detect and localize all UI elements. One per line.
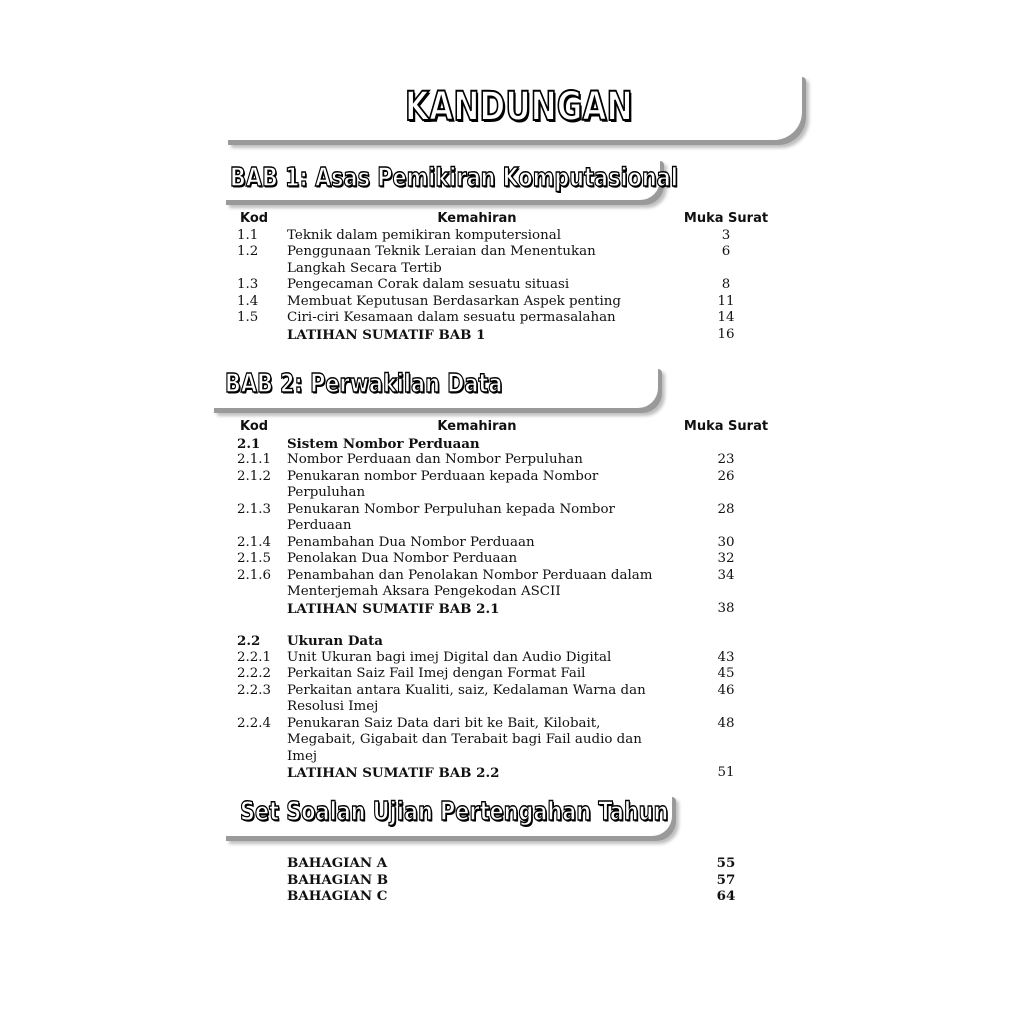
row-kod: 2.1 [237, 435, 261, 452]
row-kod: 2.2.3 [237, 682, 272, 698]
row-text: Pengecaman Corak dalam sesuatu situasi [287, 277, 570, 292]
row-text: Perduaan [287, 518, 352, 533]
row-text: Nombor Perduaan dan Nombor Perpuluhan [287, 452, 583, 467]
row-page [667, 749, 785, 766]
row-page: 57 [716, 871, 736, 888]
row-kod [237, 518, 287, 535]
table-row [237, 327, 797, 344]
row-text: Ukuran Data [287, 633, 383, 649]
table-row [237, 535, 797, 552]
table-row [237, 888, 797, 905]
row-page: 43 [717, 649, 735, 665]
table-row [237, 436, 797, 453]
row-kod [237, 732, 287, 749]
row-text: Megabait, Gigabait dan Terabait bagi Fail audio dan [287, 732, 642, 747]
col-muka-surat: Muka Surat [683, 211, 769, 226]
row-page [667, 518, 785, 535]
table-header [237, 211, 797, 228]
row-page: 32 [717, 551, 735, 566]
row-kod [237, 872, 287, 889]
row-page [667, 633, 785, 650]
row-text: Membuat Keputusan Berdasarkan Aspek penting [287, 293, 622, 309]
row-kod: 2.2.1 [237, 649, 272, 665]
row-text: Penggunaan Teknik Leraian dan Menentukan [287, 244, 596, 259]
row-kod: 1.2 [237, 244, 259, 259]
table-row [237, 601, 797, 618]
row-kod [237, 765, 287, 782]
table-row [237, 765, 797, 782]
col-kod: Kod [240, 419, 269, 434]
set-table [237, 855, 797, 905]
row-page: 16 [717, 326, 735, 342]
row-kod [237, 855, 287, 872]
bab2-heading: BAB 2: Perwakilan Data [225, 369, 503, 399]
table-row [237, 310, 797, 327]
table-row [237, 683, 797, 700]
row-text: LATIHAN SUMATIF BAB 2.1 [287, 600, 500, 617]
row-kod [237, 601, 287, 618]
row-kod [237, 749, 287, 766]
row-kod [237, 699, 287, 716]
row-kod: 2.1.4 [237, 534, 272, 550]
row-page: 23 [717, 452, 735, 467]
row-kod [237, 261, 287, 278]
row-page: 11 [717, 293, 735, 309]
table-row [237, 551, 797, 568]
row-kod [237, 485, 287, 502]
row-text: Sistem Nombor Perduaan [287, 435, 480, 452]
row-kod: 2.1.5 [237, 551, 272, 566]
row-page: 6 [721, 244, 731, 259]
row-kod [237, 888, 287, 905]
row-kod: 1.1 [237, 227, 259, 243]
table-row [237, 228, 797, 245]
row-kod: 2.2.2 [237, 666, 272, 681]
row-kod: 2.1.3 [237, 501, 272, 517]
row-text: Penukaran Nombor Perpuluhan kepada Nombor [287, 501, 615, 517]
row-page: 64 [716, 888, 736, 904]
row-page: 45 [717, 666, 735, 681]
table-row [237, 749, 797, 766]
table-row [237, 485, 797, 502]
table-row [237, 568, 797, 585]
row-kod [237, 584, 287, 601]
row-text: Langkah Secara Tertib [287, 260, 442, 276]
table-row [237, 261, 797, 278]
bab1-table [237, 211, 797, 343]
row-page [667, 485, 785, 502]
row-page: 55 [716, 855, 736, 871]
row-text: Ciri-ciri Kesamaan dalam sesuatu permasalahan [287, 310, 616, 325]
row-text: Perkaitan antara Kualiti, saiz, Kedalaman Warna dan [287, 682, 646, 698]
row-text: Penukaran nombor Perduaan kepada Nombor [287, 468, 599, 484]
row-page [667, 261, 785, 278]
table-row [237, 716, 797, 733]
row-kod: 1.5 [237, 310, 259, 325]
table-row [237, 452, 797, 469]
row-page: 51 [717, 765, 735, 780]
row-kod: 2.1.1 [237, 452, 272, 467]
row-text: LATIHAN SUMATIF BAB 1 [287, 326, 486, 343]
table-row [237, 294, 797, 311]
spacer [237, 617, 797, 633]
row-text: Penolakan Dua Nombor Perduaan [287, 551, 518, 566]
row-text: Perpuluhan [287, 485, 366, 500]
row-page: 8 [721, 277, 731, 292]
row-kod: 2.1.2 [237, 468, 272, 484]
row-text: Perkaitan Saiz Fail Imej dengan Format Fail [287, 666, 586, 681]
row-kod [237, 327, 287, 344]
row-page: 30 [717, 534, 735, 550]
row-page: 14 [717, 310, 735, 325]
row-kod: 2.1.6 [237, 567, 272, 583]
row-text: BAHAGIAN C [287, 888, 388, 904]
col-kemahiran: Kemahiran [437, 419, 517, 434]
row-page: 48 [717, 715, 735, 731]
table-row [237, 699, 797, 716]
bab2-table [237, 419, 797, 782]
row-page: 46 [717, 682, 735, 698]
row-kod: 1.4 [237, 293, 259, 309]
row-text: Menterjemah Aksara Pengekodan ASCII [287, 584, 561, 599]
row-text: Penambahan Dua Nombor Perduaan [287, 534, 535, 550]
table-row [237, 633, 797, 650]
table-row [237, 518, 797, 535]
table-row [237, 872, 797, 889]
row-page: 34 [717, 567, 735, 583]
row-text: Unit Ukuran bagi imej Digital dan Audio Digital [287, 649, 612, 665]
row-page: 38 [717, 600, 735, 616]
page-title: KANDUNGAN [405, 84, 633, 130]
table-row [237, 584, 797, 601]
table-row [237, 277, 797, 294]
row-page: 26 [717, 468, 735, 484]
set-heading: Set Soalan Ujian Pertengahan Tahun [240, 797, 669, 827]
table-row [237, 244, 797, 261]
row-kod: 1.3 [237, 277, 259, 292]
row-text: Resolusi Imej [287, 699, 379, 714]
table-header [237, 419, 797, 436]
table-row [237, 469, 797, 486]
row-kod: 2.2 [237, 633, 261, 649]
row-page [667, 436, 785, 453]
col-kemahiran: Kemahiran [437, 211, 517, 226]
row-text: Teknik dalam pemikiran komputersional [287, 227, 562, 243]
table-row [237, 666, 797, 683]
table-row [237, 650, 797, 667]
row-text: Imej [287, 748, 318, 764]
col-muka-surat: Muka Surat [683, 419, 769, 434]
row-text: LATIHAN SUMATIF BAB 2.2 [287, 765, 500, 781]
table-row [237, 732, 797, 749]
row-text: BAHAGIAN A [287, 855, 388, 871]
table-row [237, 855, 797, 872]
row-kod: 2.2.4 [237, 715, 272, 731]
row-page: 3 [721, 227, 731, 243]
row-page [667, 732, 785, 749]
row-text: BAHAGIAN B [287, 871, 389, 888]
row-page [667, 584, 785, 601]
row-text: Penambahan dan Penolakan Nombor Perduaan dalam [287, 567, 653, 583]
col-kod: Kod [240, 211, 269, 226]
table-row [237, 502, 797, 519]
row-text: Penukaran Saiz Data dari bit ke Bait, Kilobait, [287, 715, 601, 731]
row-page: 28 [717, 501, 735, 517]
row-page [667, 699, 785, 716]
bab1-heading: BAB 1: Asas Pemikiran Komputasional [230, 163, 678, 193]
